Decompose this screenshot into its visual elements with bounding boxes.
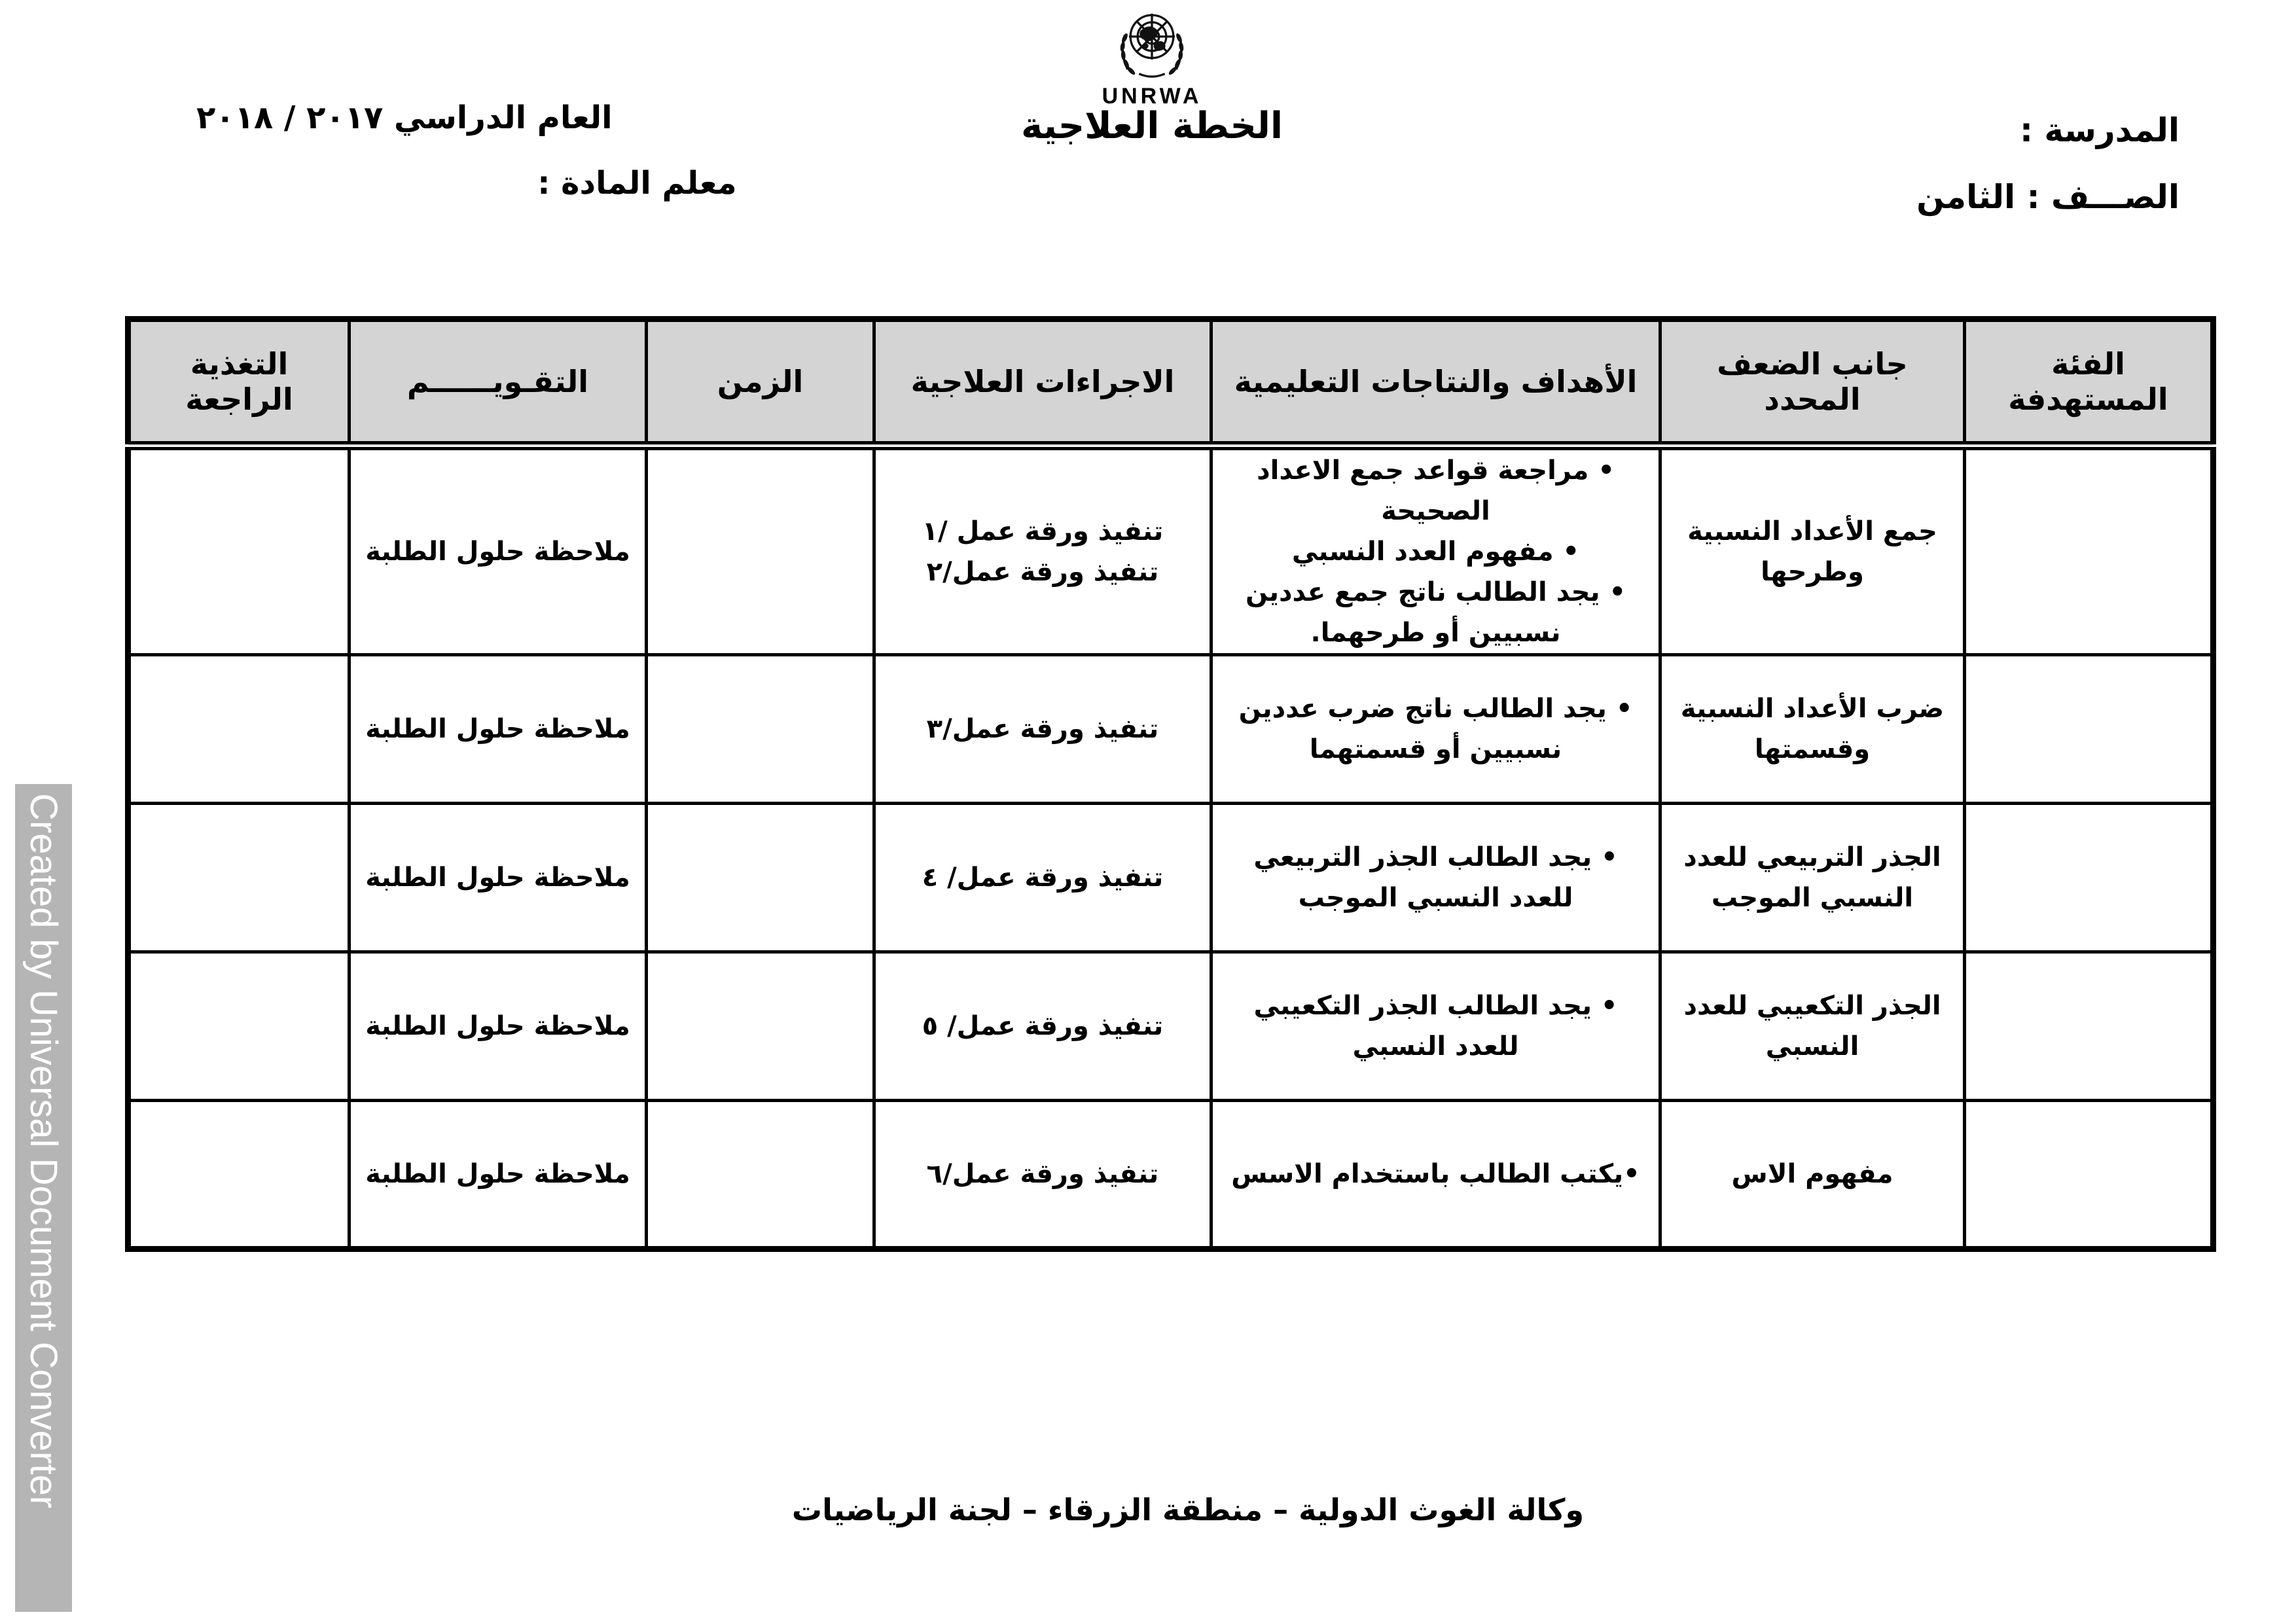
cell-objectives [1211,654,1660,803]
cell-weakness: ضرب الأعداد النسبية وقسمتها [1660,654,1965,803]
cell-evaluation: ملاحظة حلول الطلبة [350,1100,647,1249]
cell-evaluation: ملاحظة حلول الطلبة [350,446,647,655]
cell-time [647,446,874,655]
cell-time [647,654,874,803]
column-header: الزمن [647,319,874,446]
remedial-table [125,316,2216,1252]
table-row [128,952,2214,1100]
cell-feedback [128,1100,350,1249]
column-header: الاجراءات العلاجية [874,319,1211,446]
watermark-text: Created by Universal Document Converter [22,793,65,1508]
cell-feedback [128,803,350,952]
cell-feedback [128,952,350,1100]
cell-time [647,1100,874,1249]
procedure-line: تنفيذ ورقة عمل/ ٤ [922,862,1164,893]
cell-target-group [1965,654,2214,803]
objective-item: • مراجعة قواعد جمع الاعداد الصحيحة [1257,455,1615,526]
cell-procedures [874,1100,1211,1249]
cell-time [647,803,874,952]
cell-procedures [874,654,1211,803]
cell-procedures [874,803,1211,952]
cell-objectives [1211,446,1660,655]
procedure-line: تنفيذ ورقة عمل/٦ [926,1158,1159,1189]
cell-target-group [1965,1100,2214,1249]
cell-weakness: مفهوم الاس [1660,1100,1965,1249]
table-row [128,803,2214,952]
cell-objectives [1211,1100,1660,1249]
procedure-line: تنفيذ ورقة عمل/٢ [926,556,1159,587]
table-row [128,446,2214,655]
cell-feedback [128,446,350,655]
footer-text: وكالة الغوث الدولية – منطقة الزرقاء – لجنة الرياضيات [791,1492,1585,1527]
cell-weakness: الجذر التكعيبي للعدد النسبي [1660,952,1965,1100]
cell-objectives [1211,803,1660,952]
column-header: التغذية الراجعة [128,319,350,446]
objective-item: • يجد الطالب الجذر التربيعي للعدد النسبي الموجب [1253,842,1618,913]
column-header: الفئة المستهدفة [1965,319,2214,446]
table-row [128,1100,2214,1249]
cell-weakness: الجذر التربيعي للعدد النسبي الموجب [1660,803,1965,952]
year-label: العام الدراسي ٢٠١٧ / ٢٠١٨ [196,99,613,136]
teacher-label: معلم المادة : [537,165,737,202]
page-title: الخطة العلاجية [1020,105,1283,147]
table-row [128,654,2214,803]
column-header: جانب الضعف المحدد [1660,319,1965,446]
cell-target-group [1965,803,2214,952]
objective-item: • يجد الطالب ناتج ضرب عددين نسبيين أو قسمتهما [1238,693,1633,764]
header-right-block [1916,97,2179,230]
unrwa-wordmark: UNRWA [1102,84,1202,109]
cell-weakness: جمع الأعداد النسبية وطرحها [1660,446,1965,655]
cell-feedback [128,654,350,803]
grade-label: الصـــف : الثامن [1916,178,2179,216]
column-header: الأهداف والنتاجات التعليمية [1211,319,1660,446]
table-body [128,446,2214,1249]
table-header-row [128,319,2214,446]
header-left-block [196,99,737,202]
objective-item: • مفهوم العدد النسبي [1291,536,1580,567]
procedure-line: تنفيذ ورقة عمل/ ٥ [922,1010,1164,1041]
column-header: التقـويــــــم [350,319,647,446]
watermark-strip [15,784,72,1612]
cell-procedures [874,446,1211,655]
cell-evaluation: ملاحظة حلول الطلبة [350,803,647,952]
cell-procedures [874,952,1211,1100]
table-header [128,319,2214,446]
school-label: المدرسة : [2020,111,2179,149]
cell-target-group [1965,446,2214,655]
objective-item: • يجد الطالب ناتج جمع عددين نسبيين أو طرحهما. [1245,577,1626,648]
objective-item: •يكتب الطالب باستخدام الاسس [1231,1158,1640,1189]
cell-objectives [1211,952,1660,1100]
objective-item: • يجد الطالب الجذر التكعيبي للعدد النسبي [1253,990,1618,1061]
cell-target-group [1965,952,2214,1100]
cell-evaluation: ملاحظة حلول الطلبة [350,654,647,803]
procedure-line: تنفيذ ورقة عمل/٣ [926,713,1159,744]
procedure-line: تنفيذ ورقة عمل /١ [922,516,1164,546]
cell-time [647,952,874,1100]
cell-evaluation: ملاحظة حلول الطلبة [350,952,647,1100]
unrwa-logo-icon [1109,7,1195,86]
